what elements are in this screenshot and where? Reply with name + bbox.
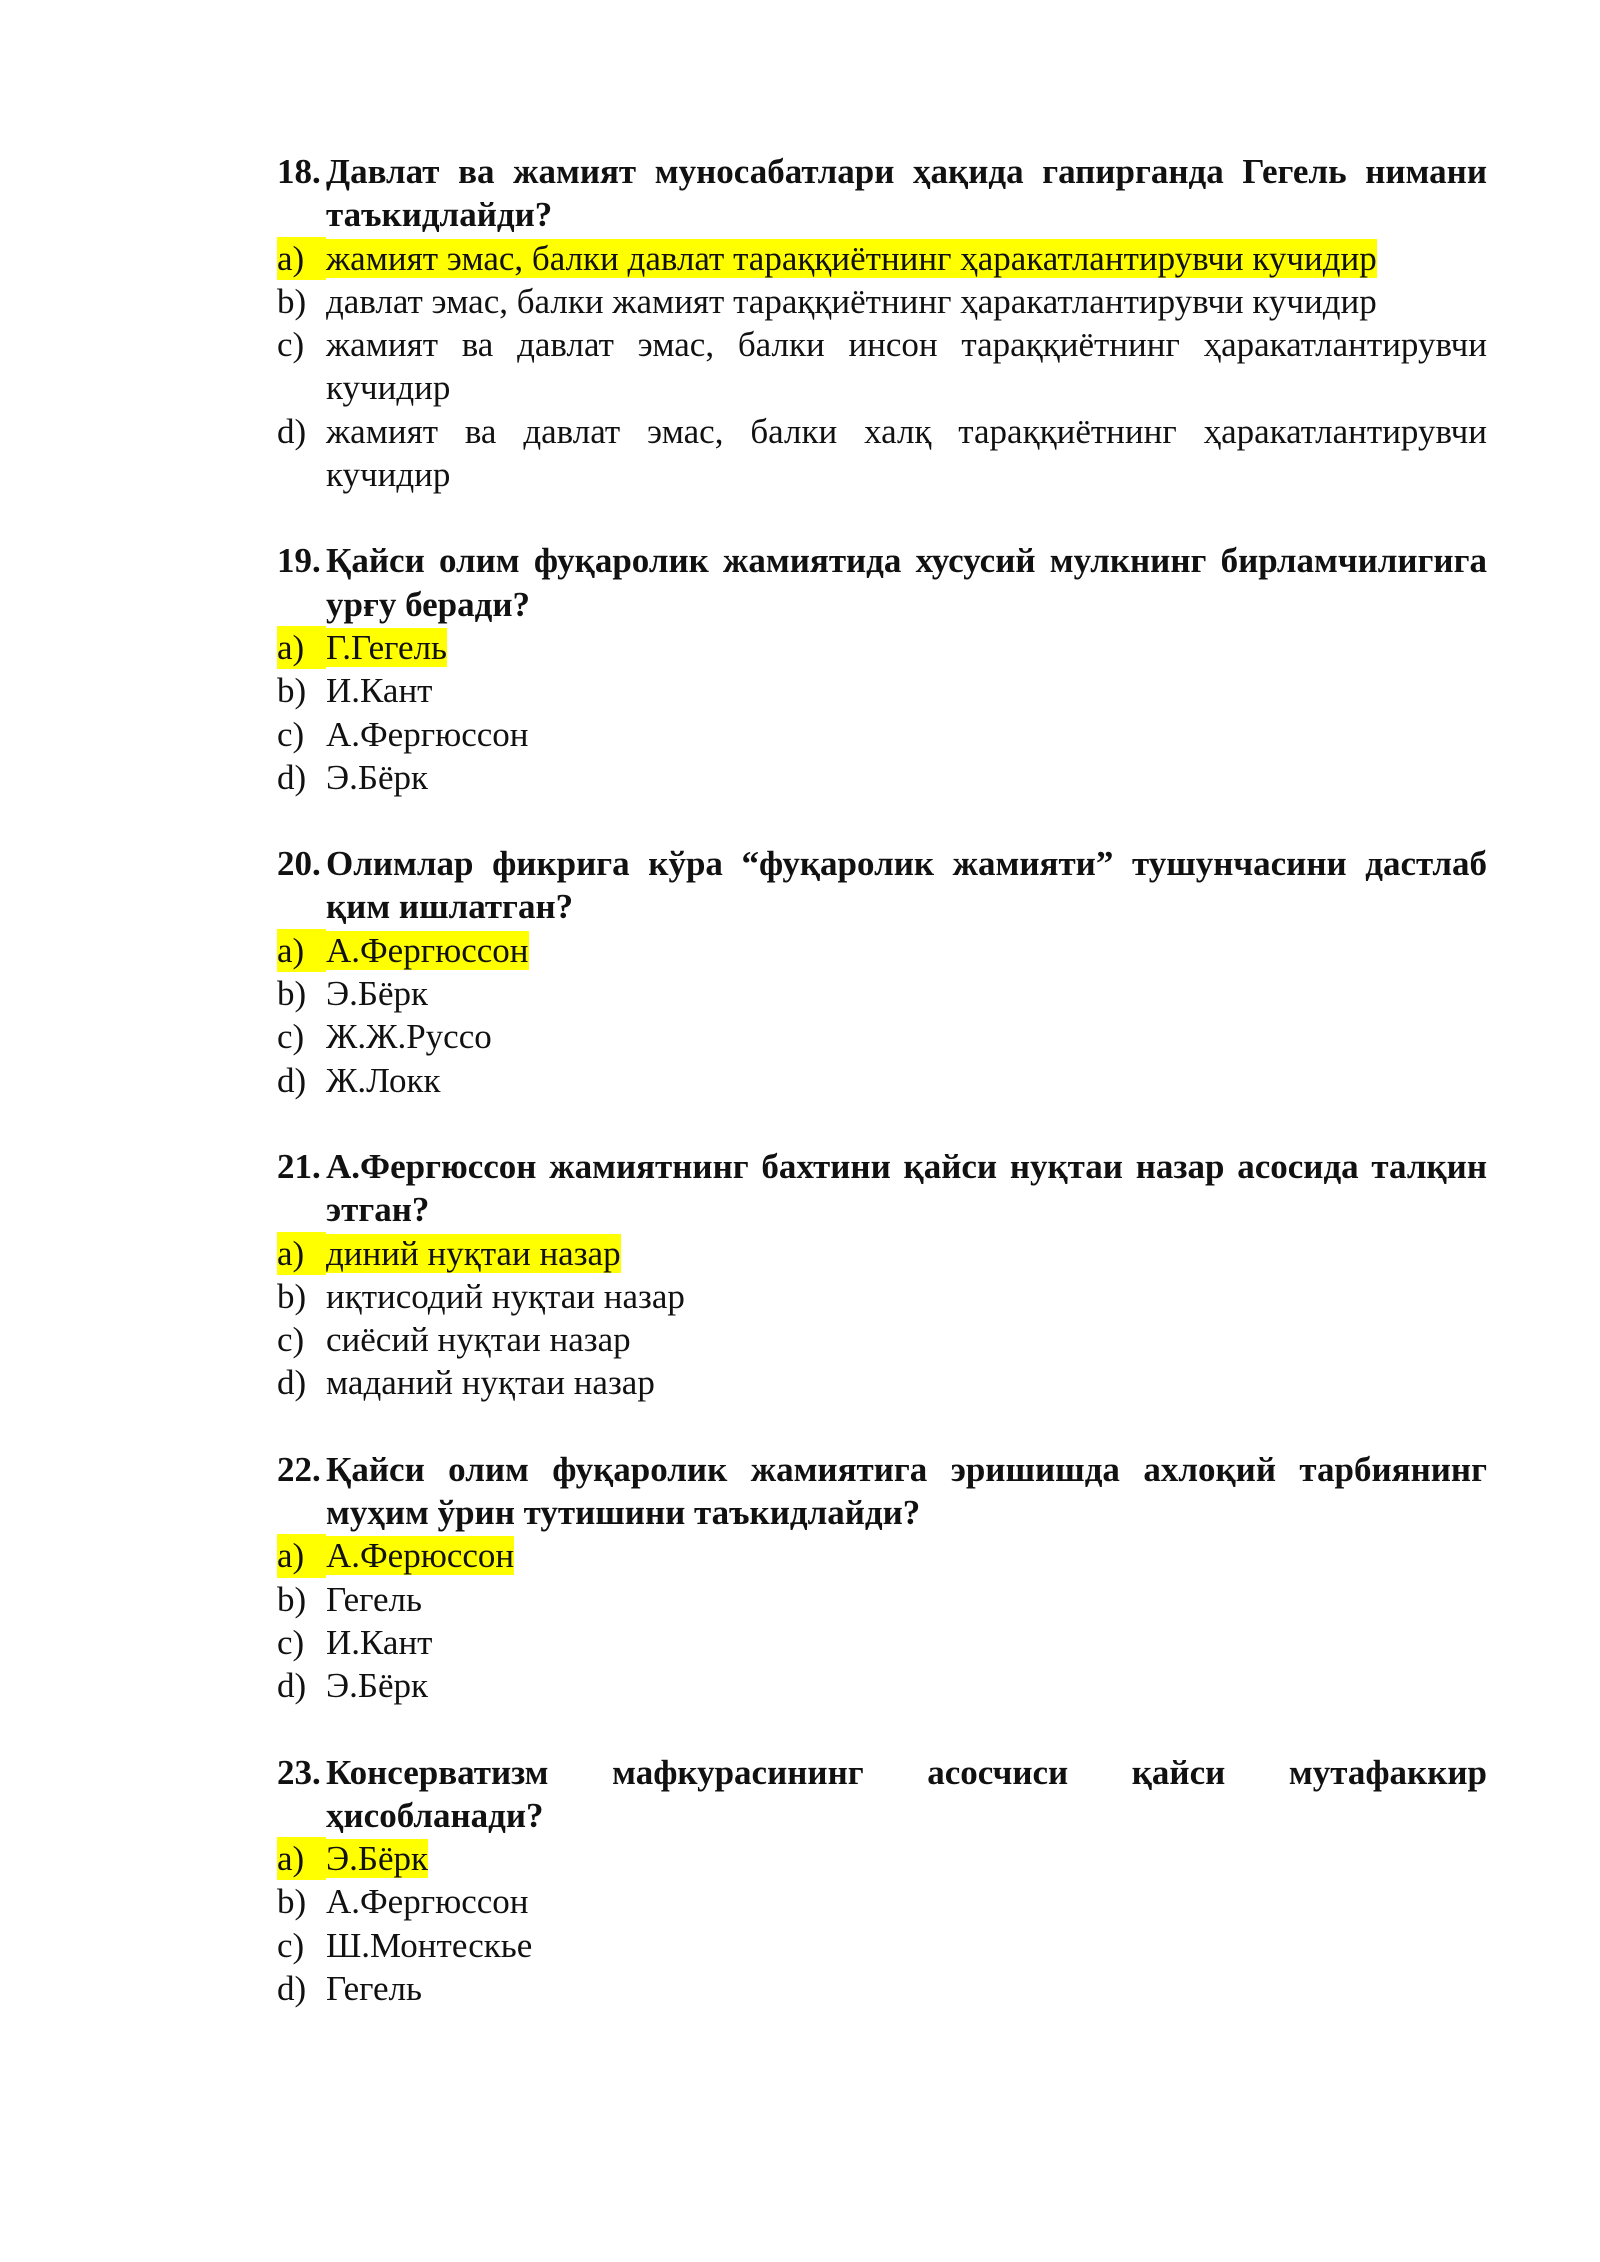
option-letter: a)	[277, 1232, 326, 1275]
question-number: 18.	[277, 152, 321, 191]
option-letter: a)	[277, 1837, 326, 1880]
option-text: А.Фергюссон	[326, 1882, 529, 1922]
answer-option-highlighted	[277, 1534, 1487, 1577]
question-text: Олимлар фикрига кўра “фуқаролик жамияти” тушунчасини дастлаб қим ишлатган?	[326, 844, 1487, 927]
question-heading	[277, 539, 1487, 626]
option-letter: d)	[277, 1968, 307, 2008]
option-text: Э.Бёрк	[326, 1839, 428, 1879]
answer-option	[277, 1924, 1487, 1967]
answer-option	[277, 972, 1487, 1015]
answer-option	[277, 1361, 1487, 1404]
option-text-container	[326, 929, 1487, 972]
answer-option	[277, 1967, 1487, 2010]
question-number: 19.	[277, 541, 321, 581]
option-text-container	[326, 1664, 1487, 1707]
answer-option	[277, 1015, 1487, 1058]
option-text-container	[326, 1015, 1487, 1058]
answer-option-highlighted	[277, 1232, 1487, 1275]
answer-options	[277, 929, 1487, 1102]
answer-option	[277, 1275, 1487, 1318]
option-letter: c)	[277, 1017, 305, 1057]
option-text: Э.Бёрк	[326, 757, 428, 797]
option-text: Ш.Монтескье	[326, 1925, 533, 1965]
question-22	[277, 1448, 1487, 1708]
option-text-container	[326, 237, 1487, 280]
option-text-container	[326, 1621, 1487, 1664]
option-text: Ж.Локк	[326, 1060, 441, 1100]
answer-options	[277, 1232, 1487, 1405]
answer-option	[277, 1059, 1487, 1102]
option-letter: b)	[277, 1882, 307, 1922]
option-text-container	[326, 972, 1487, 1015]
option-text: Э.Бёрк	[326, 1666, 428, 1706]
option-letter: c)	[277, 1320, 305, 1360]
question-heading	[277, 1448, 1487, 1535]
question-21	[277, 1145, 1487, 1405]
answer-option	[277, 323, 1487, 410]
option-text: А.Ферюссон	[326, 1536, 515, 1576]
option-text: жамият ва давлат эмас, балки инсон тараққиётнинг ҳаракатлантирувчи кучидир	[326, 325, 1487, 408]
question-18	[277, 150, 1487, 496]
question-number: 22.	[277, 1449, 321, 1489]
option-letter: a)	[277, 626, 326, 669]
option-text-container	[326, 1924, 1487, 1967]
option-letter: d)	[277, 1060, 307, 1100]
option-text: Э.Бёрк	[326, 974, 428, 1014]
option-letter: b)	[277, 1579, 307, 1619]
option-text: диний нуқтаи назар	[326, 1233, 621, 1273]
answer-options	[277, 237, 1487, 497]
option-text: иқтисодий нуқтаи назар	[326, 1276, 685, 1316]
option-text: жамият ва давлат эмас, балки халқ тараққиётнинг ҳаракатлантирувчи кучидир	[326, 411, 1487, 495]
option-text-container	[326, 1967, 1487, 2010]
answer-option-highlighted	[277, 929, 1487, 972]
answer-option	[277, 410, 1487, 497]
option-letter: b)	[277, 671, 307, 711]
option-text-container	[326, 1361, 1487, 1404]
option-letter: a)	[277, 1534, 326, 1577]
option-text-container	[326, 626, 1487, 669]
option-text-container	[326, 323, 1487, 410]
question-text: Қайси олим фуқаролик жамиятида хусусий мулкнинг бирламчилигига урғу беради?	[326, 541, 1487, 624]
option-letter: c)	[277, 325, 305, 365]
answer-option	[277, 669, 1487, 712]
answer-option-highlighted	[277, 1837, 1487, 1880]
question-number: 20.	[277, 844, 321, 884]
answer-options	[277, 1534, 1487, 1707]
question-heading	[277, 1751, 1487, 1838]
answer-option	[277, 1880, 1487, 1923]
answer-option	[277, 1578, 1487, 1621]
option-text: Гегель	[326, 1579, 422, 1619]
option-letter: c)	[277, 714, 305, 754]
question-text: Консерватизм мафкурасининг асосчиси қайси мутафаккир ҳисобланади?	[326, 1752, 1487, 1835]
option-text-container	[326, 713, 1487, 756]
option-text-container	[326, 280, 1487, 323]
option-letter: d)	[277, 757, 307, 797]
option-text-container	[326, 1578, 1487, 1621]
option-text-container	[326, 410, 1487, 497]
option-text: жамият эмас, балки давлат тараққиётнинг ҳаракатлантирувчи кучидир	[326, 238, 1377, 278]
option-text-container	[326, 1232, 1487, 1275]
answer-option	[277, 713, 1487, 756]
option-text-container	[326, 1059, 1487, 1102]
answer-option	[277, 1318, 1487, 1361]
question-number: 21.	[277, 1146, 321, 1186]
option-text-container	[326, 1837, 1487, 1880]
option-text-container	[326, 1318, 1487, 1361]
option-text: сиёсий нуқтаи назар	[326, 1320, 631, 1360]
answer-options	[277, 1837, 1487, 2010]
question-text: Қайси олим фуқаролик жамиятига эришишда ахлоқий тарбиянинг муҳим ўрин тутишини таъкидлайди?	[326, 1449, 1487, 1533]
option-letter: d)	[277, 1363, 307, 1403]
option-text-container	[326, 756, 1487, 799]
answer-options	[277, 626, 1487, 799]
option-text: И.Кант	[326, 1622, 433, 1662]
answer-option	[277, 1664, 1487, 1707]
option-text: маданий нуқтаи назар	[326, 1363, 655, 1403]
option-text-container	[326, 1534, 1487, 1577]
question-number: 23.	[277, 1752, 321, 1792]
question-text: Давлат ва жамият муносабатлари ҳақида гапирганда Гегель нимани таъкидлайди?	[326, 152, 1487, 235]
option-letter: c)	[277, 1925, 305, 1965]
question-23	[277, 1751, 1487, 2011]
question-heading	[277, 842, 1487, 929]
answer-option	[277, 1621, 1487, 1664]
document-page	[277, 150, 1487, 2053]
answer-option	[277, 756, 1487, 799]
option-text-container	[326, 669, 1487, 712]
option-letter: a)	[277, 237, 326, 280]
question-text: А.Фергюссон жамиятнинг бахтини қайси нуқтаи назар асосида талқин этган?	[326, 1146, 1487, 1230]
option-letter: a)	[277, 929, 326, 972]
option-text-container	[326, 1275, 1487, 1318]
option-text: А.Фергюссон	[326, 714, 529, 754]
option-letter: b)	[277, 281, 307, 321]
option-letter: d)	[277, 1666, 307, 1706]
option-text: Г.Гегель	[326, 627, 447, 667]
option-text-container	[326, 1880, 1487, 1923]
option-letter: b)	[277, 1276, 307, 1316]
option-letter: b)	[277, 974, 307, 1014]
question-heading	[277, 150, 1487, 237]
option-text: давлат эмас, балки жамият тараққиётнинг ҳаракатлантирувчи кучидир	[326, 281, 1377, 321]
option-letter: c)	[277, 1622, 305, 1662]
answer-option-highlighted	[277, 237, 1487, 280]
option-text: А.Фергюссон	[326, 930, 529, 970]
option-letter: d)	[277, 411, 307, 451]
option-text: Ж.Ж.Руссо	[326, 1017, 492, 1057]
answer-option-highlighted	[277, 626, 1487, 669]
question-heading	[277, 1145, 1487, 1232]
option-text: Гегель	[326, 1968, 422, 2008]
question-20	[277, 842, 1487, 1102]
question-19	[277, 539, 1487, 799]
option-text: И.Кант	[326, 671, 433, 711]
answer-option	[277, 280, 1487, 323]
